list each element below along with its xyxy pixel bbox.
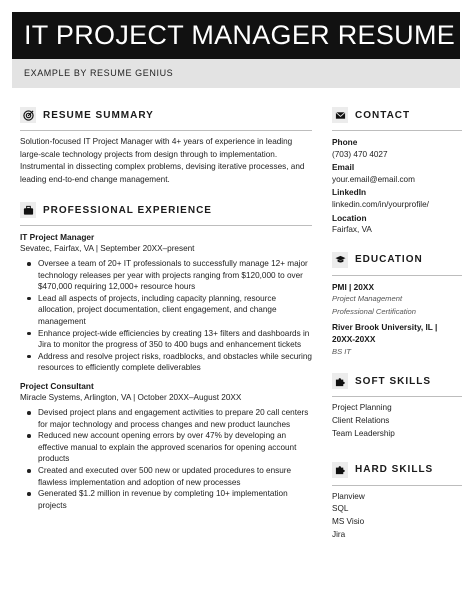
summary-section <box>20 106 312 186</box>
contact-phone <box>332 136 462 161</box>
job-title: IT Project Manager <box>20 232 95 242</box>
envelope-icon <box>332 107 348 123</box>
education-entry <box>332 281 462 318</box>
skill-item: Team Leadership <box>332 428 395 438</box>
education-detail: Project Management <box>332 294 403 304</box>
job-title: Project Consultant <box>20 380 94 391</box>
soft-skills-section <box>332 372 462 440</box>
sidebar-column <box>332 106 462 542</box>
contact-label: Phone <box>332 137 358 147</box>
hard-skills-section <box>332 461 462 542</box>
education-title: PMI | 20XX <box>332 281 374 292</box>
contact-location <box>332 212 462 237</box>
education-title: River Brook University, IL | <box>332 321 438 332</box>
section-title: CONTACT <box>355 109 411 121</box>
job-entry <box>20 231 312 374</box>
contact-value: Fairfax, VA <box>332 225 372 235</box>
contact-heading <box>332 106 462 124</box>
graduation-cap-icon <box>332 252 348 268</box>
experience-heading <box>20 201 312 219</box>
soft-skills-heading <box>332 372 462 390</box>
target-icon <box>20 107 36 123</box>
contact-label: LinkedIn <box>332 187 367 198</box>
contact-value: your.email@email.com <box>332 174 415 184</box>
list-item: Oversee a team of 20+ IT professionals to successfully manage 12+ major technology releases per year with projects ranging from $120,000 to over $470,000 requiring 12,000+ resource hours <box>20 258 312 293</box>
hard-skills-heading <box>332 461 462 479</box>
contact-value: (703) 470 4027 <box>332 149 388 159</box>
resume-header <box>0 0 474 88</box>
resume-subtitle: EXAMPLE BY RESUME GENIUS <box>24 68 174 78</box>
divider <box>332 275 462 276</box>
contact-section <box>332 106 462 237</box>
experience-section <box>20 201 312 511</box>
job-bullets <box>20 258 312 374</box>
section-title: RESUME SUMMARY <box>43 109 154 121</box>
list-item: Enhance project-wide efficiencies by creating 13+ filters and dashboards in Jira to monitor the progress of 350 to 400 bugs and enhancement tickets <box>20 328 312 351</box>
list-item: Address and resolve project risks, roadblocks, and obstacles while securing resources to efficiently complete deliverables <box>20 351 312 374</box>
divider <box>20 225 312 226</box>
section-title: HARD SKILLS <box>355 464 434 476</box>
contact-email <box>332 161 462 186</box>
job-bullets <box>20 407 312 511</box>
summary-text: Solution-focused IT Project Manager with 4+ years of experience in leading large-scale technology projects from design through to implementation. Instrumental in dissecting complex problems, devising iterative processes, and leading end-to-end change management. <box>20 137 305 184</box>
list-item: Lead all aspects of projects, including capacity planning, resource allocation, project documentation, client engagement, and change management <box>20 293 312 328</box>
education-detail: BS IT <box>332 346 351 356</box>
resume-title: IT PROJECT MANAGER RESUME <box>24 20 456 50</box>
skill-item: MS Visio <box>332 517 365 527</box>
skill-item: Jira <box>332 529 346 539</box>
puzzle-piece-icon <box>332 373 348 389</box>
contact-label: Location <box>332 212 367 223</box>
list-item: Reduced new account opening errors by over 47% by developing an effective manual to explain the approved scenarios for opening account products <box>20 430 312 465</box>
divider <box>332 485 462 486</box>
education-section <box>332 251 462 358</box>
summary-heading <box>20 106 312 124</box>
list-item: Devised project plans and engagement activities to prepare 20 call centers for major technology and process changes and new product launches <box>20 407 312 430</box>
job-meta: Sevatec, Fairfax, VA | September 20XX–present <box>20 244 195 253</box>
skill-item: SQL <box>332 504 349 514</box>
divider <box>20 130 312 131</box>
education-years: 20XX-20XX <box>332 334 376 345</box>
job-entry <box>20 380 312 511</box>
skill-item: Client Relations <box>332 415 390 425</box>
section-title: SOFT SKILLS <box>355 375 431 387</box>
education-detail: Professional Certification <box>332 306 416 316</box>
briefcase-icon <box>20 202 36 218</box>
education-heading <box>332 251 462 269</box>
puzzle-piece-icon <box>332 462 348 478</box>
divider <box>332 130 462 131</box>
skill-item: Project Planning <box>332 403 392 413</box>
education-entry <box>332 321 462 358</box>
list-item: Generated $1.2 million in revenue by completing 10+ implementation projects <box>20 488 312 511</box>
contact-value: linkedin.com/in/yourprofile/ <box>332 199 429 209</box>
list-item: Created and executed over 500 new or updated procedures to ensure flawless implementation and adoption of new processes <box>20 465 312 488</box>
main-column <box>20 106 312 511</box>
divider <box>332 396 462 397</box>
skill-item: Planview <box>332 491 365 501</box>
section-title: EDUCATION <box>355 254 423 266</box>
contact-label: Email <box>332 162 355 173</box>
job-meta: Miracle Systems, Arlington, VA | October 20XX–August 20XX <box>20 392 242 402</box>
contact-linkedin <box>332 186 462 211</box>
subtitle-bar <box>12 59 460 88</box>
title-bar <box>12 12 460 59</box>
section-title: PROFESSIONAL EXPERIENCE <box>43 204 212 216</box>
